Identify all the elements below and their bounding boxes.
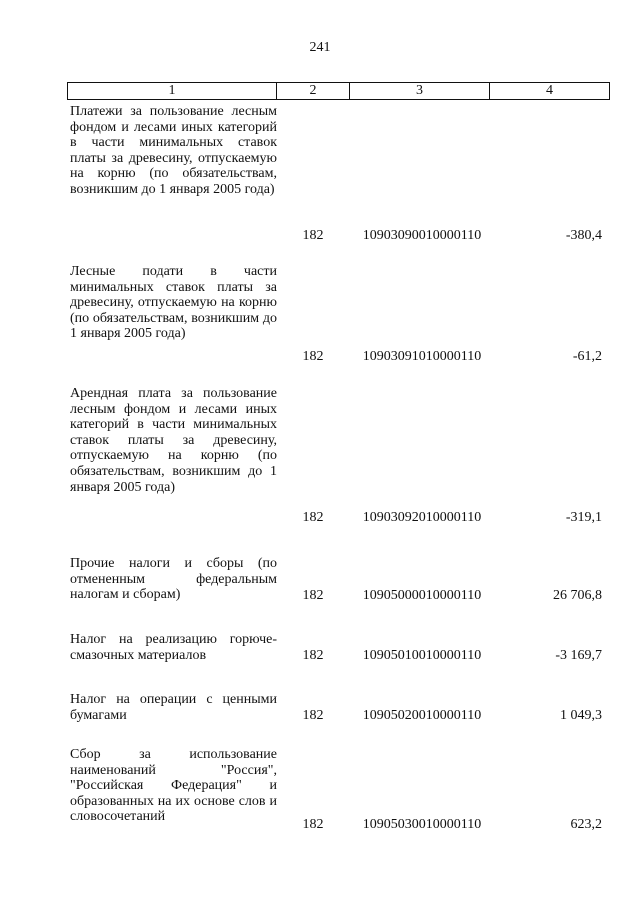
column-header-4: 4 [546,83,553,98]
row-kbk: 10905020010000110 [362,708,482,723]
table-row [67,692,610,724]
row-description: Платежи за пользование лесным фондом и лесами иных категорий в части минимальных ставок платы за древесину, отпускаемую на корню (по обязательствам, возникшим до 1 января 2005 года) [70,104,277,197]
row-description: Арендная плата за пользование лесным фондом и лесами иных категорий в части минимальных ставок платы за древесину, отпускаемую на корню (по обязательствам, возникшим до 1 января 2005 года) [70,386,277,495]
table-row [67,632,610,664]
row-code: 182 [302,349,324,364]
row-code: 182 [302,708,324,723]
page-number: 241 [309,40,331,55]
table-row [67,556,610,604]
row-amount: 623,2 [570,817,602,832]
row-description: Прочие налоги и сборы (по отмененным федеральным налогам и сборам) [70,556,277,603]
row-amount: -3 169,7 [555,648,602,663]
row-amount: 1 049,3 [560,708,602,723]
table-row [67,386,610,526]
table-row [67,264,610,365]
row-description: Сбор за использование наименований "Россия", "Российская Федерация" и образованных на их основе слов и словосочетаний [70,747,277,825]
row-code: 182 [302,228,324,243]
row-amount: -61,2 [572,349,602,364]
row-kbk: 10905010010000110 [362,648,482,663]
table-row [67,747,610,833]
row-code: 182 [302,588,324,603]
row-amount: -380,4 [565,228,602,243]
column-header-1: 1 [68,83,277,99]
row-code: 182 [302,817,324,832]
table-header [67,82,610,100]
column-header-3: 3 [350,83,490,99]
row-kbk: 10905000010000110 [362,588,482,603]
row-description: Лесные подати в части минимальных ставок платы за древесину, отпускаемую на корню (по обязательствам, возникшим до 1 января 2005 года) [70,264,277,342]
column-header-2: 2 [277,83,350,99]
row-code: 182 [302,648,324,663]
row-amount: 26 706,8 [553,588,602,603]
row-kbk: 10903091010000110 [362,349,482,364]
row-kbk: 10903090010000110 [362,228,482,243]
row-code: 182 [302,510,324,525]
row-amount: -319,1 [565,510,602,525]
row-kbk: 10903092010000110 [362,510,482,525]
row-description: Налог на реализацию горюче-смазочных материалов [70,632,277,663]
table-row [67,104,610,244]
row-description: Налог на операции с ценными бумагами [70,692,277,723]
row-kbk: 10905030010000110 [362,817,482,832]
